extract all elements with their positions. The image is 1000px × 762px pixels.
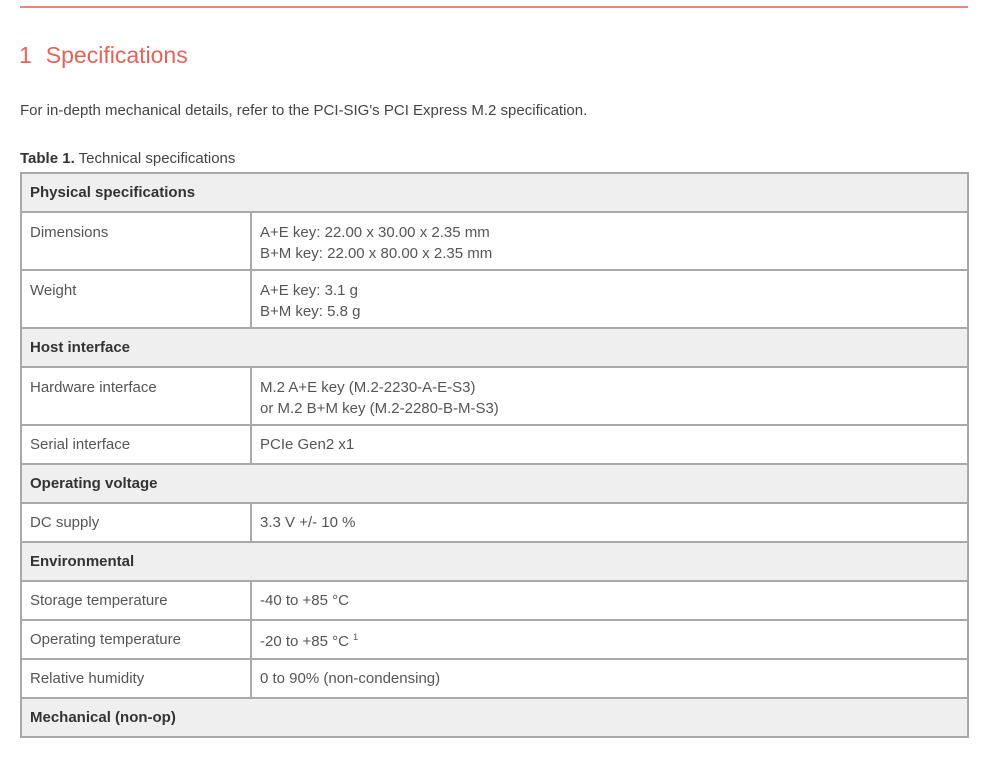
table-row: DC supply 3.3 V +/- 10 %	[21, 503, 968, 542]
table-section-row: Environmental	[21, 542, 968, 581]
header-divider	[20, 6, 968, 8]
table-row: Weight A+E key: 3.1 g B+M key: 5.8 g	[21, 270, 968, 328]
table-section-row: Operating voltage	[21, 464, 968, 503]
table-row: Dimensions A+E key: 22.00 x 30.00 x 2.35 mm B+M key: 22.00 x 80.00 x 2.35 mm	[21, 212, 968, 270]
table-row: Operating temperature -20 to +85 °C $^1$	[21, 620, 968, 659]
table-caption: Table 1. Technical specifications	[20, 150, 236, 167]
footnote-link[interactable]: 1	[353, 632, 359, 642]
table-section-row: Physical specifications	[21, 173, 968, 212]
intro-paragraph: For in-depth mechanical details, refer to the PCI-SIG's PCI Express M.2 specification.	[20, 102, 588, 119]
table-row: Hardware interface M.2 A+E key (M.2-2230-A-E-S3) or M.2 B+M key (M.2-2280-B-M-S3)	[21, 367, 968, 425]
specifications-table	[20, 172, 969, 738]
table-section-row: Host interface	[21, 328, 968, 367]
table-row: Storage temperature -40 to +85 °C	[21, 581, 968, 620]
table-row: Relative humidity 0 to 90% (non-condensing)	[21, 659, 968, 698]
section-heading: 1 Specifications	[19, 42, 188, 68]
table-section-row: Mechanical (non-op)	[21, 698, 968, 737]
table-row: Serial interface PCIe Gen2 x1	[21, 425, 968, 464]
